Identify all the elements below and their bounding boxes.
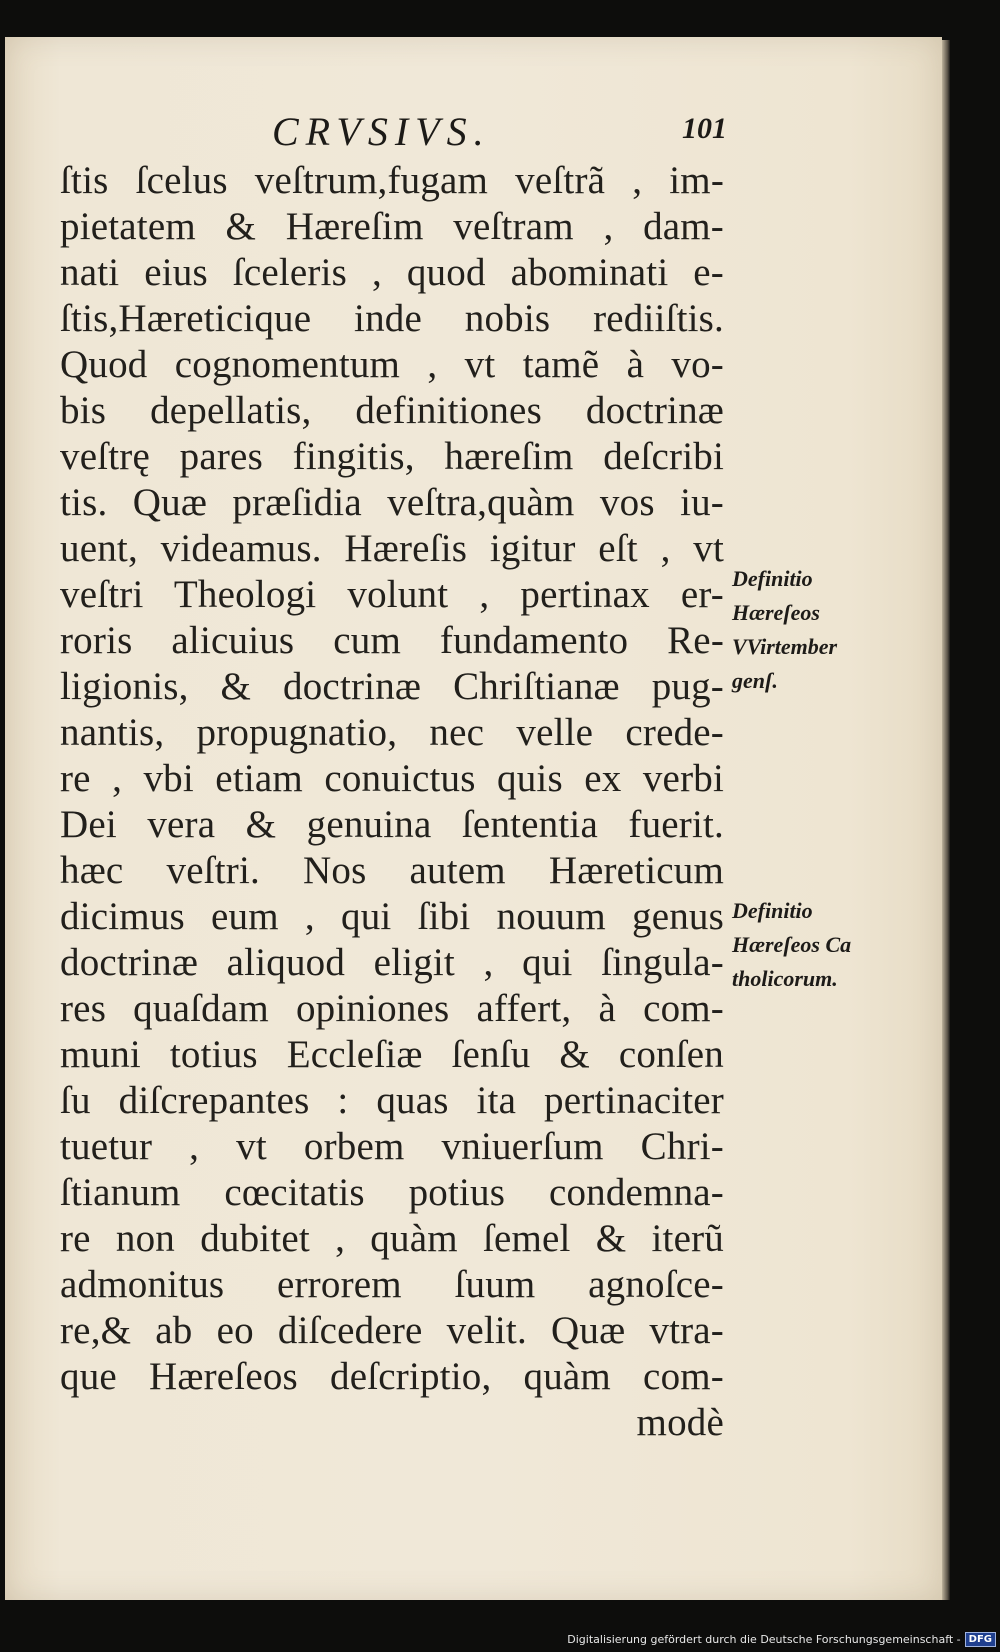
text-line: nati eius ſceleris , quod abominati e- [60, 251, 724, 294]
dfg-logo: DFG [965, 1632, 996, 1647]
text-line: ſtis,Hæreticique inde nobis rediiſtis. [60, 297, 724, 340]
marginal-line: Definitio [732, 566, 813, 591]
marginal-line: Hæreſeos [732, 600, 820, 625]
text-line: Dei vera & genuina ſententia fuerit. [60, 803, 724, 846]
text-line: doctrinæ aliquod eligit , qui ſingula- [60, 941, 724, 984]
text-line: re non dubitet , quàm ſemel & iterũ [60, 1217, 724, 1260]
text-line: ſu diſcrepantes : quas ita pertinaciter [60, 1079, 724, 1122]
text-line: que Hæreſeos deſcriptio, quàm com- [60, 1355, 724, 1398]
text-line: re , vbi etiam conuictus quis ex verbi [60, 757, 724, 800]
text-line: admonitus errorem ſuum agnoſce- [60, 1263, 724, 1306]
marginal-note-catholic [732, 894, 851, 996]
text-line: uent, videamus. Hæreſis igitur eſt , vt [60, 527, 724, 570]
marginal-line: Hæreſeos Ca [732, 932, 852, 957]
marginal-note-wirtemberg [732, 562, 837, 698]
text-line: re,& ab eo diſcedere velit. Quæ vtra- [60, 1309, 724, 1352]
text-line: res quaſdam opiniones affert, à com- [60, 987, 724, 1030]
body-text [60, 158, 724, 1446]
page-number: 101 [682, 112, 727, 145]
funding-credit [567, 1630, 996, 1648]
text-line: ligionis, & doctrinæ Chriſtianæ pug- [60, 665, 724, 708]
page-edge [942, 40, 950, 1600]
text-line: dicimus eum , qui ſibi nouum genus [60, 895, 724, 938]
text-line: hæc veſtri. Nos autem Hæreticum [60, 849, 724, 892]
marginal-line: tholicorum. [732, 966, 838, 991]
marginal-line: VVirtember [732, 634, 838, 659]
text-line: nantis, propugnatio, nec velle crede- [60, 711, 724, 754]
text-line: ſtis ſcelus veſtrum,fugam veſtrã , im- [60, 159, 724, 202]
text-line: bis depellatis, definitiones doctrinæ [60, 389, 724, 432]
running-head: CRVSIVS. [272, 109, 491, 154]
catchword: modè [636, 1401, 724, 1444]
marginal-line: Definitio [732, 898, 813, 923]
text-line: veſtrę pares fingitis, hæreſim deſcribi [60, 435, 724, 478]
text-line: roris alicuius cum fundamento Re- [60, 619, 724, 662]
text-line: muni totius Eccleſiæ ſenſu & conſen [60, 1033, 724, 1076]
text-line: Quod cognomentum , vt tamẽ à vo- [60, 343, 724, 386]
text-line: veſtri Theologi volunt , pertinax er- [60, 573, 724, 616]
text-line: pietatem & Hæreſim veſtram , dam- [60, 205, 724, 248]
text-line: tuetur , vt orbem vniuerſum Chri- [60, 1125, 724, 1168]
credit-text: Digitalisierung gefördert durch die Deutsche Forschungsgemeinschaft - [567, 1632, 961, 1646]
text-line: tis. Quæ præſidia veſtra,quàm vos iu- [60, 481, 724, 524]
marginal-line: genſ. [732, 668, 778, 693]
text-line: ſtianum cœcitatis potius condemna- [60, 1171, 724, 1214]
